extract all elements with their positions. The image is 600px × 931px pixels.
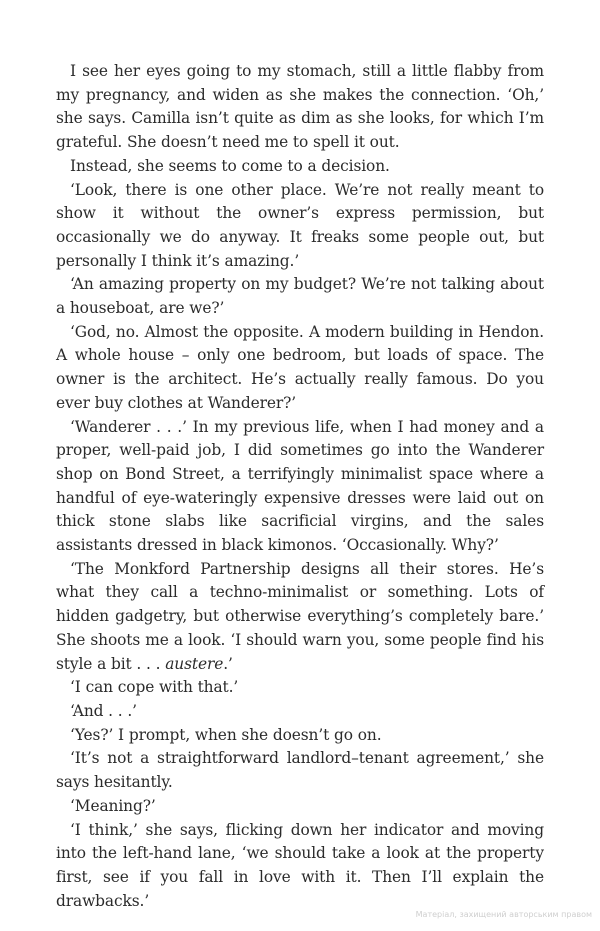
paragraph: ‘I can cope with that.’ xyxy=(70,678,239,697)
paragraph: ‘I think,’ she says, flicking down her indicator and moving into the left-hand lane, ‘we should take a look at the property first, see if you fall in love with it. Then I’ll explain the drawbacks.’ xyxy=(56,820,544,910)
paragraph: ‘Look, there is one other place. We’re not really meant to show it without the owner’s express permission, but occasionally we do anyway. It freaks some people out, but personally I think it’s amazing.’ xyxy=(56,180,544,270)
paragraph-text-end: .’ xyxy=(223,654,233,673)
paragraph xyxy=(56,558,544,677)
paragraph: ‘Meaning?’ xyxy=(70,796,156,815)
paragraph: I see her eyes going to my stomach, still a little flabby from my pregnancy, and widen as she makes the connection. ‘Oh,’ she says. Camilla isn’t quite as dim as she looks, for which I’m grateful. She doesn’t need me to spell it out. xyxy=(56,62,544,152)
paragraph: ‘It’s not a straightforward landlord–tenant agreement,’ she says hesitantly. xyxy=(56,749,544,792)
paragraph: ‘Yes?’ I prompt, when she doesn’t go on. xyxy=(70,725,382,744)
paragraph: Instead, she seems to come to a decision. xyxy=(70,156,390,175)
paragraph-text: ‘The Monkford Partnership designs all their stores. He’s what they call a techno-minimalist or something. Lots of hidden gadgetry, but otherwise everything’s completely bare.’ She shoots me a look. ‘I should warn you, some people find his style a bit . . . xyxy=(56,559,544,673)
emphasis-text: austere xyxy=(165,654,224,673)
paragraph: ‘An amazing property on my budget? We’re not talking about a houseboat, are we?’ xyxy=(56,275,544,318)
paragraph: ‘God, no. Almost the opposite. A modern building in Hendon. A whole house – only one bedroom, but loads of space. The owner is the architect. He’s actually really famous. Do you ever buy clothes at Wanderer?’ xyxy=(56,322,544,412)
copyright-watermark: Матеріал, захищений авторським правом xyxy=(415,910,592,919)
paragraph: ‘And . . .’ xyxy=(70,701,137,720)
book-page xyxy=(56,60,544,913)
paragraph: ‘Wanderer . . .’ In my previous life, when I had money and a proper, well-paid job, I did sometimes go into the Wanderer shop on Bond Street, a terrifyingly minimalist space where a handful of eye-wateringly expensive dresses were laid out on thick stone slabs like sacrificial virgins, and the sales assistants dressed in black kimonos. ‘Occasionally. Why?’ xyxy=(56,417,544,555)
